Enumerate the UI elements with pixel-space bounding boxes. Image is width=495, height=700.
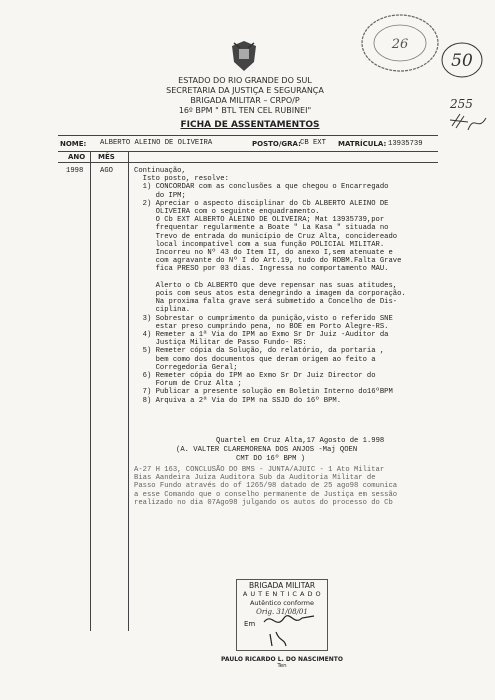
stamp-line-3: Autêntico conforme	[249, 599, 315, 607]
entry-ano: 1998	[66, 167, 84, 175]
entry-line: Incorreu no Nº 43 do Item II, do anexo I,sem atenuate e	[134, 249, 393, 258]
stamp-line-5: Em	[244, 620, 256, 628]
rule-top	[58, 135, 438, 136]
entry-line: fica PRESO por 03 dias. Ingressa no comportamento MAU.	[134, 265, 389, 274]
stamp-line-1: BRIGADA MILITAR	[248, 581, 316, 590]
entry-line: local incompatível com a sua função POLICIAL MILITAR.	[134, 240, 385, 249]
state-crest-icon	[230, 40, 258, 72]
rule-header-bottom	[58, 162, 438, 163]
footnote	[134, 466, 454, 507]
entry-line: pois com seus atos esta denegrindo a imagem da corporação.	[134, 290, 406, 299]
svg-text:26: 26	[391, 37, 409, 52]
entry-line: 5) Remeter cópia da Solução, do relatório, da portaria ,	[134, 347, 385, 356]
stamp-signer-role: Ten	[277, 663, 287, 669]
col-line-mes	[128, 151, 129, 631]
entry-line: 7) Publicar a presente solução em Boletin Interno do16ºBPM	[134, 388, 393, 397]
entry-line: OLIVEIRA com o seguinte enquadramento.	[134, 208, 320, 217]
col-line-ano	[90, 151, 91, 631]
sign-place: Quartel em Cruz Alta,17 Agosto de 1.998	[216, 437, 385, 445]
nome-value: ALBERTO ALEINO DE OLIVEIRA	[100, 139, 213, 147]
entry-line: 4) Remeter a 1ª Via do IPM ao Exmo Sr Dr Juiz -Auditor da	[134, 331, 389, 340]
entry-line: estar preso cumprindo pena, no BOE em Porto Alegre-RS.	[134, 322, 389, 331]
stamp-line-4: Orig. 31/08/01	[256, 608, 308, 616]
footnote-line: A-27 H 163, CONCLUSÃO DO BMS - JUNTA/AJUIC - 1 Ato Militar	[134, 466, 385, 474]
entry-body	[134, 167, 454, 405]
entry-line: O Cb EXT ALBERTO ALEINO DE OLIVEIRA; Mat 13935739,por	[134, 216, 385, 225]
ano-label: ANO	[68, 153, 86, 161]
nome-label: NOME:	[60, 140, 87, 148]
rule-name-bottom	[58, 151, 438, 152]
entry-line: Forum de Cruz Alta ;	[134, 380, 242, 389]
entry-line: frequentar regularmente a Boate " La Kasa " situada no	[134, 224, 389, 233]
entry-line: 1) CONCORDAR com as conclusões a que chegou o Encarregado	[134, 183, 389, 192]
entry-line: Alerto o Cb ALBERTO que deve repensar nas suas atitudes,	[134, 281, 398, 290]
header-line-3: BRIGADA MILITAR – CRPO/P	[190, 96, 300, 105]
header-line-2: SECRETARIA DA JUSTIÇA E SEGURANÇA	[166, 86, 324, 95]
posto-label: POSTO/GRA:	[252, 140, 301, 148]
entry-line: Continuação,	[134, 167, 186, 175]
entry-line: 6) Remeter cópia do IPM ao Exmo Sr Dr Juiz Director do	[134, 372, 376, 381]
entry-mes: AGO	[100, 167, 113, 175]
header-line-1: ESTADO DO RIO GRANDE DO SUL	[178, 76, 312, 85]
entry-line: ciplina.	[134, 306, 191, 315]
matricula-label: MATRÍCULA:	[338, 140, 387, 148]
stamp-signature	[262, 612, 322, 648]
header-line-4: 16º BPM " BTL TEN CEL RUBINEI"	[178, 106, 312, 115]
entry-line: bem como dos documentos que deram origem ao feito a	[134, 355, 376, 364]
entry-line: do IPM;	[134, 191, 186, 200]
entry-line: Isto posto, resolve:	[134, 175, 229, 184]
matricula-value: 13935739	[388, 140, 423, 148]
entry-line: com agravante do Nº I do Art.19, tudo do RDBM.Falta Grave	[134, 257, 402, 266]
stamp-signer: PAULO RICARDO L. DO NASCIMENTO	[221, 656, 343, 663]
entry-line: Trevo de entrada do município de Cruz Alta, concidereado	[134, 232, 398, 241]
page-number-circle	[440, 40, 485, 80]
entry-line: Justiça Militar de Passo Fundo- RS:	[134, 339, 307, 348]
page-number: 50	[451, 51, 473, 71]
margin-note: 255	[450, 97, 473, 111]
entry-line: 3) Sobrestar o cumprimento da punição,visto o referido SNE	[134, 314, 393, 323]
footnote-line: Bias Aandeira Juíza Auditora Sub da Auditoria Militar de	[134, 474, 376, 483]
mes-label: MÊS	[98, 153, 115, 161]
sign-role: CMT DO 16º BPM )	[236, 455, 306, 463]
posto-value: CB EXT	[300, 139, 326, 147]
footnote-line: Passo Fundo através do of 1265/98 datado de 25 ago98 comunica	[134, 482, 398, 491]
sign-name: (A. VALTER CLAREMORENA DOS ANJOS -Maj QOEN	[176, 446, 358, 454]
document-title: FICHA DE ASSENTAMENTOS	[180, 120, 320, 130]
footnote-line: realizado no dia 07Ago98 julgando os autos do processo do Cb	[134, 498, 393, 507]
margin-scribble	[448, 110, 488, 138]
entry-line: 2) Apreciar o aspecto disciplinar do Cb ALBERTO ALEINO DE	[134, 199, 389, 208]
round-stamp	[355, 8, 445, 78]
entry-line: 8) Arquiva a 2ª Via do IPM na SSJD do 16º BPM.	[134, 396, 342, 405]
stamp-line-2: A U T E N T I C A D O	[242, 590, 322, 598]
entry-line: Na proxima falta grave será submetido a Concelho de Dis-	[134, 298, 398, 307]
footnote-line: a esse Comando que o conselho permanente de Justiça em sessão	[134, 490, 398, 499]
entry-line	[134, 274, 454, 282]
entry-line: Corregedoria Geral;	[134, 363, 238, 372]
